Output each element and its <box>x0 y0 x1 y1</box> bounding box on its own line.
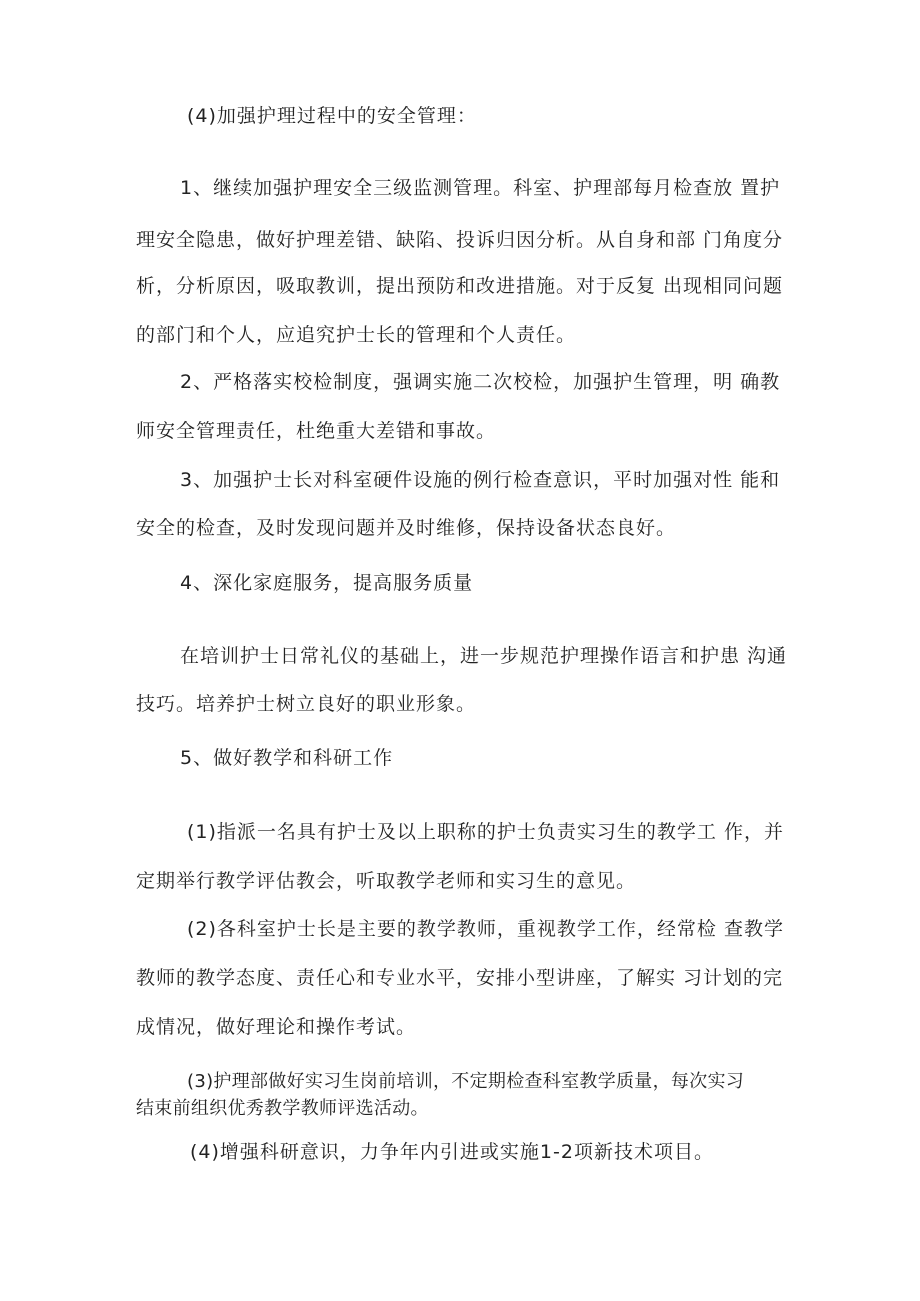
item5-sub1-line-2: 定期举行教学评估教会，听取教学老师和实习生的意见。 <box>136 870 637 892</box>
item5-sub3-line-1: (3)护理部做好实习生岗前培训，不定期检查科室教学质量，每次实习 <box>187 1071 745 1092</box>
item5-sub4-line-1: (4)增强科研意识，力争年内引进或实施1-2项新技术项目。 <box>190 1141 714 1163</box>
item5-sub2-line-1: (2)各科室护士长是主要的教学教师，重视教学工作，经常检 查教学 <box>187 918 784 940</box>
item4-line-2: 技巧。培养护士树立良好的职业形象。 <box>136 693 477 715</box>
item5-sub2-line-3: 成情况，做好理论和操作考试。 <box>136 1016 417 1038</box>
item1-line-2: 理安全隐患，做好护理差错、缺陷、投诉归因分析。从自身和部 门角度分 <box>136 229 784 251</box>
item4-title: 4、深化家庭服务，提高服务质量 <box>180 572 474 594</box>
item1-line-3: 析，分析原因，吸取教训，提出预防和改进措施。对于反复 出现相同问题 <box>136 275 784 297</box>
item2-line-1: 2、严格落实校检制度，强调实施二次校检，加强护生管理，明 确教 <box>180 371 781 393</box>
item4-line-1: 在培训护士日常礼仪的基础上，进一步规范护理操作语言和护患 沟通 <box>180 645 788 667</box>
item1-line-1: 1、继续加强护理安全三级监测管理。科室、护理部每月检查放 置护 <box>180 177 781 199</box>
item5-sub1-line-1: (1)指派一名具有护士及以上职称的护士负责实习生的教学工 作，并 <box>187 821 784 843</box>
item5-sub3-line-2: 结束前组织优秀教学教师评选活动。 <box>136 1098 429 1119</box>
item2-line-2: 师安全管理责任，杜绝重大差错和事故。 <box>136 420 497 442</box>
item5-sub2-line-2: 教师的教学态度、责任心和专业水平，安排小型讲座，了解实 习计划的完 <box>136 967 784 989</box>
item3-line-2: 安全的检查，及时发现问题并及时维修，保持设备状态良好。 <box>136 517 677 539</box>
section-heading: (4)加强护理过程中的安全管理： <box>187 105 477 127</box>
item3-line-1: 3、加强护士长对科室硬件设施的例行检查意识，平时加强对性 能和 <box>180 469 781 491</box>
item1-line-4: 的部门和个人，应追究护士长的管理和个人责任。 <box>136 324 577 346</box>
item5-title: 5、做好教学和科研工作 <box>180 747 394 769</box>
